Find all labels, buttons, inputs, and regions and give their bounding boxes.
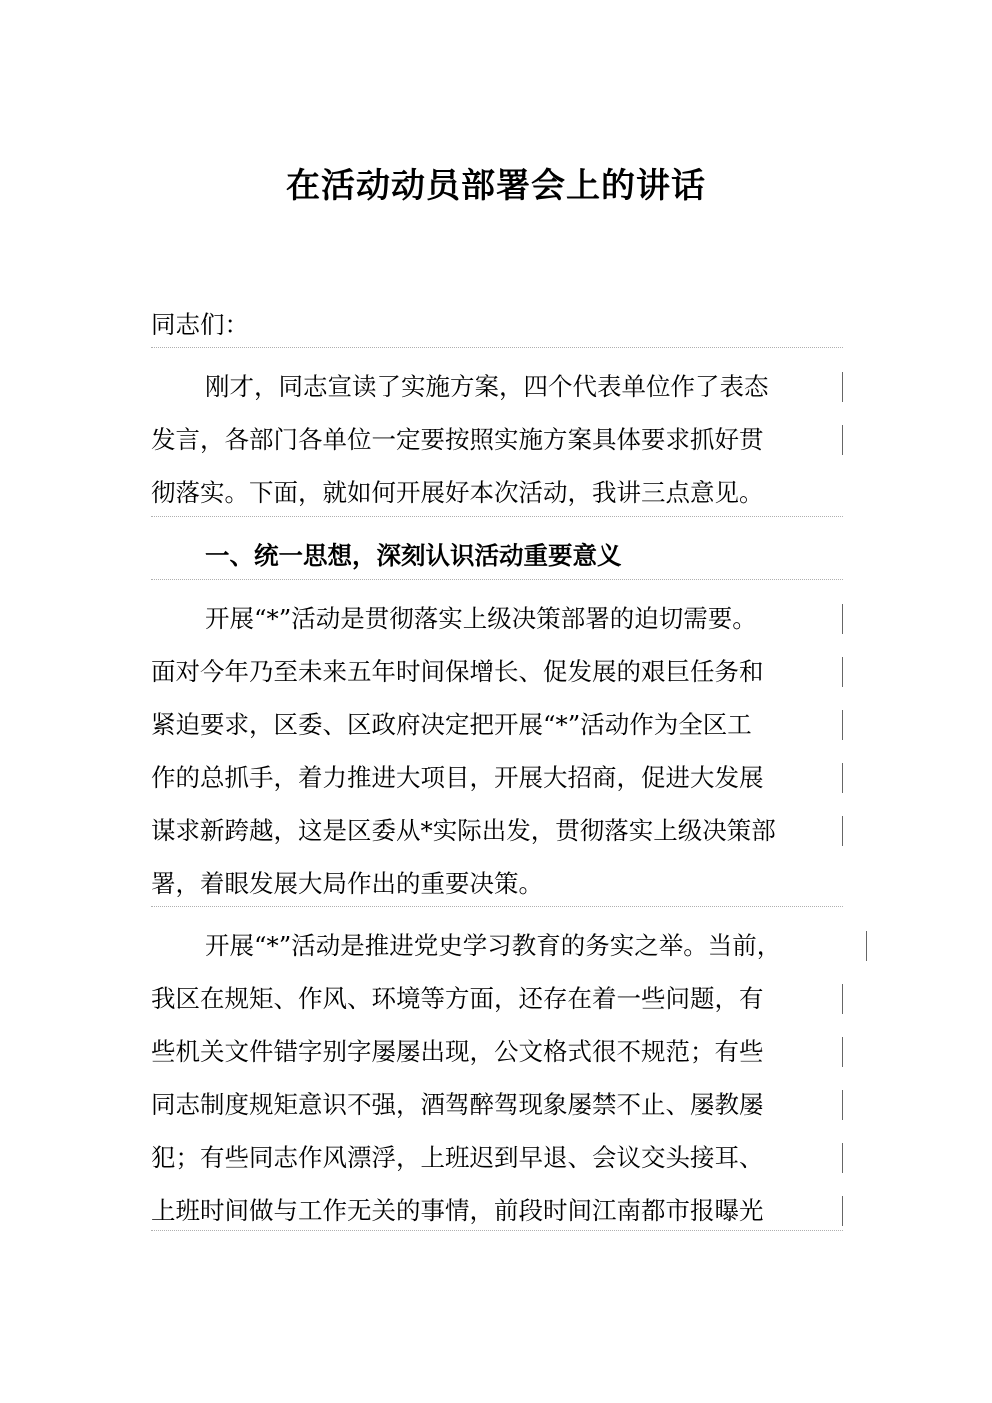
paragraph-2-line-2: 面对今年乃至未来五年时间保增长、促发展的艰巨任务和: [151, 657, 764, 686]
line-end-mark: [842, 1143, 843, 1173]
paragraph-separator: [151, 516, 843, 517]
line-end-mark: [842, 816, 843, 846]
paragraph-2-line-1: 开展“*”活动是贯彻落实上级决策部署的迫切需要。: [205, 604, 757, 633]
paragraph-2-line-3: 紧迫要求，区委、区政府决定把开展“*”活动作为全区工: [151, 710, 752, 739]
line-end-mark: [866, 931, 867, 961]
paragraph-2-line-4: 作的总抓手，着力推进大项目，开展大招商，促进大发展: [151, 763, 764, 792]
line-end-mark: [842, 710, 843, 740]
paragraph-3-line-1: 开展“*”活动是推进党史学习教育的务实之举。当前，: [205, 931, 782, 960]
line-end-mark: [842, 1037, 843, 1067]
paragraph-3-line-3: 些机关文件错字别字屡屡出现，公文格式很不规范；有些: [151, 1037, 764, 1066]
line-end-mark: [842, 604, 843, 634]
paragraph-3-line-2: 我区在规矩、作风、环境等方面，还存在着一些问题，有: [151, 984, 764, 1013]
paragraph-separator: [151, 906, 843, 907]
paragraph-separator: [151, 347, 843, 348]
paragraph-3-line-5: 犯；有些同志作风漂浮，上班迟到早退、会议交头接耳、: [151, 1143, 764, 1172]
section-heading-1: 一、统一思想，深刻认识活动重要意义: [205, 541, 622, 570]
salutation: 同志们：: [151, 310, 249, 339]
paragraph-2-line-5: 谋求新跨越，这是区委从*实际出发，贯彻落实上级决策部: [151, 816, 776, 845]
line-end-mark: [842, 657, 843, 687]
line-end-mark: [842, 1196, 843, 1226]
line-end-mark: [842, 372, 843, 402]
line-end-mark: [842, 1090, 843, 1120]
line-end-mark: [842, 984, 843, 1014]
paragraph-separator: [151, 579, 843, 580]
line-end-mark: [842, 425, 843, 455]
paragraph-separator: [151, 1230, 843, 1231]
paragraph-3-line-6: 上班时间做与工作无关的事情，前段时间江南都市报曝光: [151, 1196, 764, 1225]
paragraph-1-line-2: 发言，各部门各单位一定要按照实施方案具体要求抓好贯: [151, 425, 764, 454]
paragraph-2-line-6: 署，着眼发展大局作出的重要决策。: [151, 869, 543, 898]
paragraph-1-line-3: 彻落实。下面，就如何开展好本次活动，我讲三点意见。: [151, 478, 764, 507]
paragraph-1-line-1: 刚才，同志宣读了实施方案，四个代表单位作了表态: [205, 372, 769, 401]
paragraph-3-line-4: 同志制度规矩意识不强，酒驾醉驾现象屡禁不止、屡教屡: [151, 1090, 764, 1119]
line-end-mark: [842, 763, 843, 793]
document-title: 在活动动员部署会上的讲话: [286, 166, 706, 206]
